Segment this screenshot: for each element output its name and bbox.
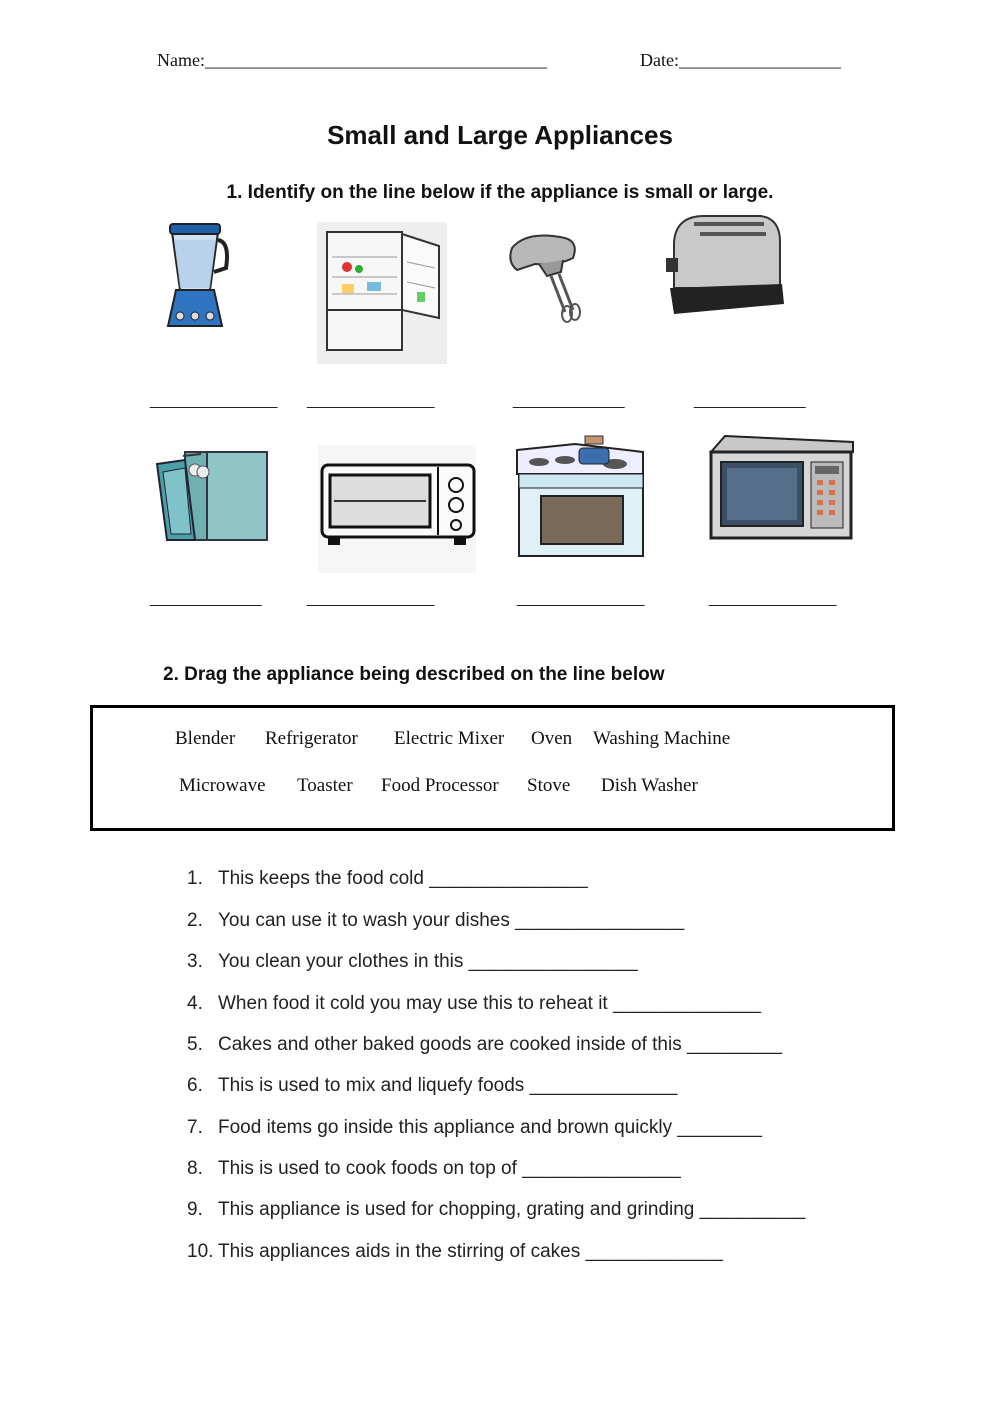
word-microwave[interactable]: Microwave	[179, 775, 266, 796]
dish-washer-icon	[155, 450, 270, 542]
question-7	[187, 1117, 762, 1139]
stove-icon	[515, 434, 647, 560]
word-washing-machine[interactable]: Washing Machine	[593, 728, 731, 749]
question-number: 4.	[187, 993, 203, 1014]
answer-line-4[interactable]: ______________	[694, 392, 805, 409]
toaster-icon	[664, 212, 784, 317]
question-text[interactable]: When food it cold you may use this to reheat it ______________	[218, 993, 761, 1014]
question-text[interactable]: This is used to mix and liquefy foods ______________	[218, 1075, 678, 1096]
question-text[interactable]: You clean your clothes in this ________________	[218, 951, 638, 972]
question-6	[187, 1075, 677, 1097]
blender-icon	[160, 220, 232, 335]
answer-line-1[interactable]: ________________	[150, 392, 277, 409]
question-text[interactable]: Cakes and other baked goods are cooked inside of this _________	[218, 1034, 783, 1055]
question-text[interactable]: This appliance is used for chopping, grating and grinding __________	[218, 1199, 806, 1220]
question-number: 7.	[187, 1117, 203, 1138]
name-field[interactable]: Name:______________________________________	[157, 50, 547, 70]
question-text[interactable]: This keeps the food cold _______________	[218, 868, 588, 889]
answer-line-5[interactable]: ______________	[150, 590, 261, 607]
question-number: 3.	[187, 951, 203, 972]
question-number: 5.	[187, 1034, 203, 1055]
question-number: 1.	[187, 868, 203, 889]
word-electric-mixer[interactable]: Electric Mixer	[394, 728, 505, 749]
refrigerator-icon	[317, 222, 447, 364]
answer-line-2[interactable]: ________________	[307, 392, 434, 409]
word-food-processor[interactable]: Food Processor	[381, 775, 499, 796]
question-9	[187, 1199, 805, 1221]
electric-mixer-icon	[507, 228, 587, 323]
question-number: 2.	[187, 910, 203, 931]
word-blender[interactable]: Blender	[175, 728, 236, 749]
question-number: 8.	[187, 1158, 203, 1179]
question-4	[187, 993, 761, 1015]
question-10	[187, 1241, 723, 1263]
question-number: 10.	[187, 1241, 214, 1262]
answer-line-7[interactable]: ________________	[517, 590, 644, 607]
question-1	[187, 868, 588, 890]
word-stove[interactable]: Stove	[527, 775, 571, 796]
toaster-oven-icon	[318, 445, 476, 573]
question-number: 9.	[187, 1199, 203, 1220]
answer-line-3[interactable]: ______________	[513, 392, 624, 409]
question-text[interactable]: This appliances aids in the stirring of cakes _____________	[218, 1241, 723, 1262]
answer-line-6[interactable]: ________________	[307, 590, 434, 607]
question-2	[187, 910, 684, 932]
page-title: Small and Large Appliances	[327, 120, 673, 150]
answer-line-8[interactable]: ________________	[709, 590, 836, 607]
date-field[interactable]: Date:__________________	[640, 50, 841, 70]
question-3	[187, 951, 638, 973]
word-refrigerator[interactable]: Refrigerator	[265, 728, 358, 749]
question-number: 6.	[187, 1075, 203, 1096]
question-text[interactable]: Food items go inside this appliance and brown quickly ________	[218, 1117, 762, 1138]
section1-instruction: 1. Identify on the line below if the appliance is small or large.	[226, 182, 774, 203]
microwave-icon	[707, 434, 855, 542]
question-text[interactable]: This is used to cook foods on top of _______________	[218, 1158, 681, 1179]
question-text[interactable]: You can use it to wash your dishes ________________	[218, 910, 685, 931]
word-oven[interactable]: Oven	[531, 728, 573, 749]
word-bank	[90, 705, 895, 831]
word-dish-washer[interactable]: Dish Washer	[601, 775, 698, 796]
word-toaster[interactable]: Toaster	[297, 775, 353, 796]
question-8	[187, 1158, 681, 1180]
section2-instruction: 2. Drag the appliance being described on the line below	[163, 664, 665, 685]
question-5	[187, 1034, 782, 1056]
